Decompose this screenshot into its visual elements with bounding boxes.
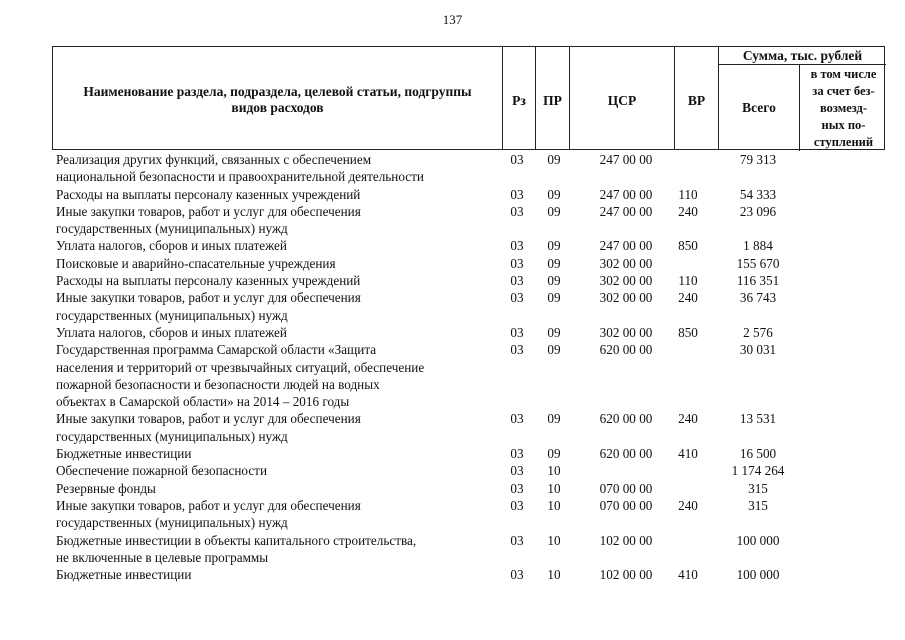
row-name-line: Расходы на выплаты персоналу казенных учреждений [56, 186, 361, 202]
row-sum: 36 743 [739, 290, 777, 306]
row-csr: 247 00 00 [599, 238, 653, 254]
row-name-line: Уплата налогов, сборов и иных платежей [56, 238, 287, 254]
row-name-line: объектах в Самарской области» на 2014 – 2016 годы [56, 394, 350, 410]
row-rz: 03 [510, 203, 524, 219]
row-csr: 302 00 00 [599, 290, 653, 306]
row-pr: 09 [547, 446, 561, 462]
header-name-label: Наименование раздела, подраздела, целевой статьи, подгруппы видов расходов [83, 84, 472, 115]
row-name [56, 272, 496, 289]
row-rz: 03 [510, 186, 524, 202]
header-free-line: в том числе [810, 67, 877, 81]
header-pr-label: ПР [543, 93, 562, 108]
row-pr: 10 [547, 567, 561, 583]
table-row [56, 480, 886, 497]
table-row [56, 151, 886, 186]
row-csr: 302 00 00 [599, 324, 653, 340]
header-pr-cell [535, 47, 569, 149]
row-pr: 09 [547, 324, 561, 340]
row-csr: 620 00 00 [599, 446, 653, 462]
row-name [56, 462, 496, 479]
header-free-line: за счет без- [812, 84, 875, 98]
table-row [56, 255, 886, 272]
row-rz: 03 [510, 273, 524, 289]
table-row [56, 462, 886, 479]
page-number: 137 [442, 12, 463, 27]
row-rz: 03 [510, 480, 524, 496]
row-rz: 03 [510, 290, 524, 306]
row-vr: 850 [678, 238, 698, 254]
header-total-cell [719, 65, 799, 151]
row-name-line: Иные закупки товаров, работ и услуг для обеспечения [56, 411, 361, 427]
row-name [56, 255, 496, 272]
row-name [56, 237, 496, 254]
row-vr: 240 [678, 497, 698, 513]
row-name [56, 497, 496, 532]
row-vr: 110 [678, 273, 698, 289]
row-sum: 155 670 [736, 255, 780, 271]
row-name-line: пожарной безопасности и безопасности людей на водных [56, 376, 380, 392]
table-row [56, 186, 886, 203]
row-pr: 09 [547, 186, 561, 202]
row-csr: 247 00 00 [599, 203, 653, 219]
row-vr: 410 [678, 567, 698, 583]
row-pr: 10 [547, 480, 561, 496]
row-sum: 2 576 [743, 324, 773, 340]
row-name [56, 151, 496, 186]
row-pr: 10 [547, 532, 561, 548]
table-row [56, 532, 886, 567]
row-name-line: населения и территорий от чрезвычайных ситуаций, обеспечение [56, 359, 425, 375]
row-name-line: Обеспечение пожарной безопасности [56, 463, 268, 479]
row-vr: 110 [678, 186, 698, 202]
row-pr: 09 [547, 290, 561, 306]
header-free-receipts-cell [799, 65, 887, 151]
header-free-line: ных по- [821, 118, 866, 132]
row-pr: 09 [547, 255, 561, 271]
row-name-line: Поисковые и аварийно-спасательные учреждения [56, 255, 336, 271]
header-rz-cell [502, 47, 535, 149]
row-name-line: Уплата налогов, сборов и иных платежей [56, 324, 287, 340]
row-rz: 03 [510, 342, 524, 358]
row-sum: 315 [748, 480, 768, 496]
row-pr: 10 [547, 497, 561, 513]
row-pr: 09 [547, 203, 561, 219]
table-row [56, 341, 886, 410]
row-rz: 03 [510, 324, 524, 340]
row-pr: 09 [547, 273, 561, 289]
row-name-line: государственных (муниципальных) нужд [56, 515, 288, 531]
row-rz: 03 [510, 152, 524, 167]
row-rz: 03 [510, 411, 524, 427]
row-name [56, 410, 496, 445]
row-csr: 070 00 00 [599, 480, 653, 496]
table-header [52, 46, 885, 150]
table-row [56, 324, 886, 341]
row-pr: 09 [547, 342, 561, 358]
row-name [56, 203, 496, 238]
row-sum: 1 884 [743, 238, 773, 254]
row-sum: 1 174 264 [731, 463, 785, 479]
header-name-cell [53, 47, 502, 149]
row-sum: 116 351 [736, 273, 780, 289]
row-sum: 30 031 [739, 342, 777, 358]
row-rz: 03 [510, 532, 524, 548]
row-vr: 240 [678, 411, 698, 427]
row-csr: 102 00 00 [599, 532, 653, 548]
row-name-line: Государственная программа Самарской области «Защита [56, 342, 377, 358]
row-vr: 240 [678, 290, 698, 306]
table-row [56, 203, 886, 238]
row-name [56, 566, 496, 583]
row-name-line: Реализация других функций, связанных с обеспечением [56, 152, 372, 167]
table-row [56, 497, 886, 532]
header-free-line: ступлений [813, 135, 874, 149]
table-row [56, 566, 886, 583]
row-name-line: Резервные фонды [56, 480, 156, 496]
row-sum: 100 000 [736, 567, 780, 583]
row-rz: 03 [510, 255, 524, 271]
row-name-line: государственных (муниципальных) нужд [56, 221, 288, 237]
row-csr: 247 00 00 [599, 152, 653, 167]
row-sum: 54 333 [739, 186, 777, 202]
row-csr: 070 00 00 [599, 497, 653, 513]
table-row [56, 272, 886, 289]
header-vr-cell [674, 47, 718, 149]
row-name-line: Бюджетные инвестиции [56, 446, 192, 462]
row-name-line: Иные закупки товаров, работ и услуг для обеспечения [56, 203, 361, 219]
row-csr: 620 00 00 [599, 411, 653, 427]
row-rz: 03 [510, 567, 524, 583]
row-rz: 03 [510, 446, 524, 462]
row-pr: 09 [547, 411, 561, 427]
table-body [56, 151, 886, 583]
row-csr: 302 00 00 [599, 273, 653, 289]
row-rz: 03 [510, 463, 524, 479]
header-vr-label: ВР [687, 93, 706, 108]
row-csr: 302 00 00 [599, 255, 653, 271]
row-sum: 100 000 [736, 532, 780, 548]
table-row [56, 237, 886, 254]
row-sum: 13 531 [739, 411, 777, 427]
header-rz-label: Рз [512, 93, 526, 108]
row-name-line: Бюджетные инвестиции в объекты капитального строительства, [56, 532, 417, 548]
header-csr-cell [569, 47, 674, 149]
row-vr: 850 [678, 324, 698, 340]
row-name-line: государственных (муниципальных) нужд [56, 307, 288, 323]
table-row [56, 289, 886, 324]
row-csr: 247 00 00 [599, 186, 653, 202]
table-row [56, 445, 886, 462]
row-csr: 102 00 00 [599, 567, 653, 583]
row-name [56, 341, 496, 410]
header-free-line: возмезд- [819, 101, 868, 115]
row-vr: 410 [678, 446, 698, 462]
row-rz: 03 [510, 497, 524, 513]
row-name-line: государственных (муниципальных) нужд [56, 428, 288, 444]
row-name-line: Иные закупки товаров, работ и услуг для обеспечения [56, 497, 361, 513]
row-csr: 620 00 00 [599, 342, 653, 358]
row-name [56, 289, 496, 324]
row-name-line: Бюджетные инвестиции [56, 567, 192, 583]
row-name-line: национальной безопасности и правоохранительной деятельности [56, 169, 424, 185]
row-name [56, 532, 496, 567]
header-sum-group [718, 47, 886, 149]
row-sum: 79 313 [739, 152, 777, 167]
row-pr: 09 [547, 238, 561, 254]
row-sum: 23 096 [739, 203, 777, 219]
row-pr: 10 [547, 463, 561, 479]
row-sum: 315 [748, 497, 768, 513]
row-name [56, 480, 496, 497]
row-name [56, 186, 496, 203]
row-sum: 16 500 [739, 446, 777, 462]
row-vr: 240 [678, 203, 698, 219]
header-csr-label: ЦСР [607, 93, 637, 108]
header-total-label: Всего [742, 100, 776, 115]
row-pr: 09 [547, 152, 561, 167]
row-name-line: Расходы на выплаты персоналу казенных учреждений [56, 273, 361, 289]
row-name-line: Иные закупки товаров, работ и услуг для обеспечения [56, 290, 361, 306]
row-name-line: не включенные в целевые программы [56, 549, 269, 565]
header-sum-title: Сумма, тыс. рублей [719, 47, 886, 65]
row-rz: 03 [510, 238, 524, 254]
table-row [56, 410, 886, 445]
row-name [56, 445, 496, 462]
row-name [56, 324, 496, 341]
